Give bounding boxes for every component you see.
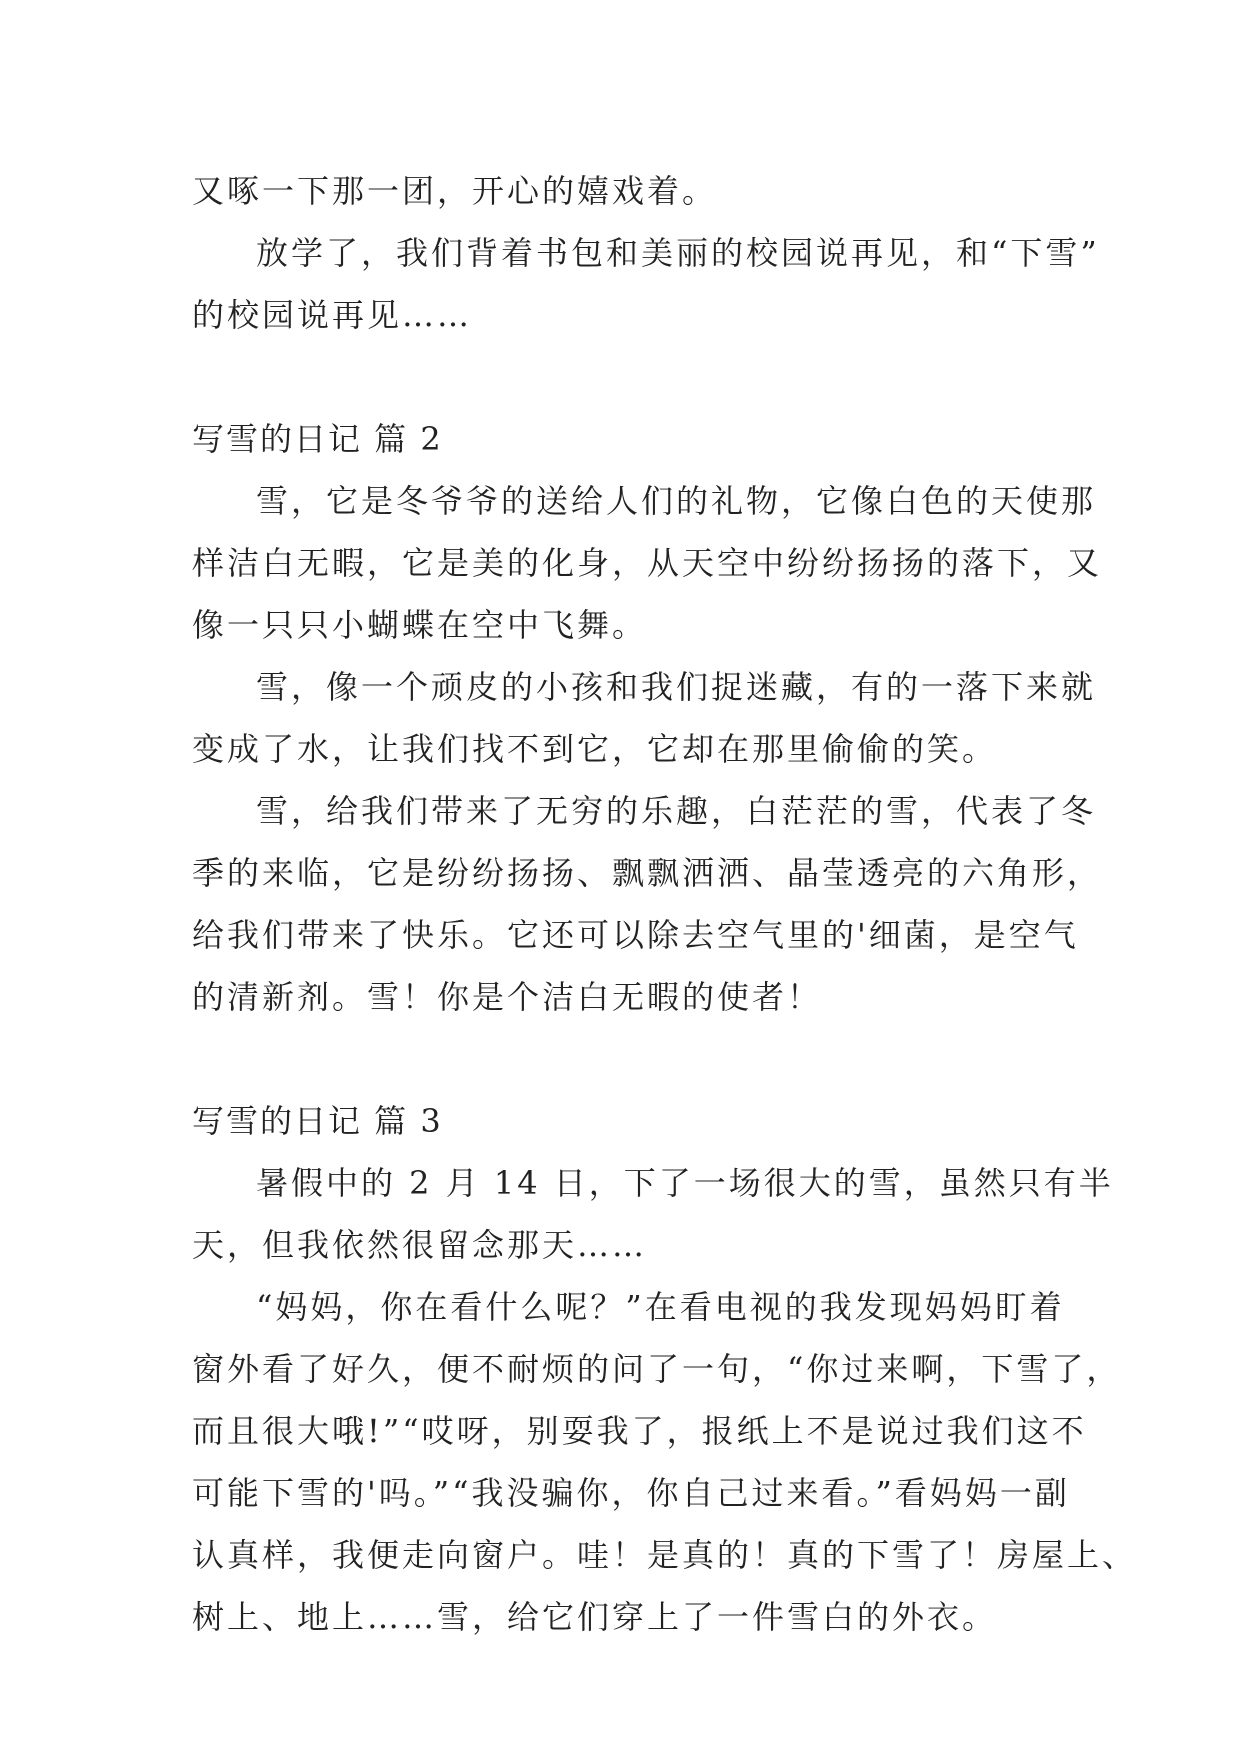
- section-2-line: 样洁白无暇，它是美的化身，从天空中纷纷扬扬的落下，又: [192, 544, 1103, 582]
- section-2-line: 雪，像一个顽皮的小孩和我们捉迷藏，有的一落下来就: [256, 668, 1097, 706]
- intro-paragraph-line: 放学了，我们背着书包和美丽的校园说再见，和“下雪”: [256, 234, 1100, 272]
- section-3-line: “妈妈，你在看什么呢？”在看电视的我发现妈妈盯着: [256, 1288, 1065, 1326]
- section-3-title: 写雪的日记 篇 3: [192, 1102, 443, 1140]
- section-2-line: 的清新剂。雪！你是个洁白无暇的使者！: [192, 978, 823, 1016]
- section-3-line: 窗外看了好久，便不耐烦的问了一句，“你过来啊，下雪了，: [192, 1350, 1122, 1388]
- section-3-line: 天，但我依然很留念那天……: [192, 1226, 648, 1264]
- section-3-line: 认真样，我便走向窗户。哇！是真的！真的下雪了！房屋上、: [192, 1536, 1138, 1574]
- section-gap: [192, 346, 1052, 408]
- section-2-line: 季的来临，它是纷纷扬扬、飘飘洒洒、晶莹透亮的六角形，: [192, 854, 1103, 892]
- section-2-line: 像一只只小蝴蝶在空中飞舞。: [192, 606, 648, 644]
- intro-paragraph-line: 的校园说再见……: [192, 296, 473, 334]
- section-2-line: 给我们带来了快乐。它还可以除去空气里的'细菌，是空气: [192, 916, 1079, 954]
- section-2-line: 变成了水，让我们找不到它，它却在那里偷偷的笑。: [192, 730, 998, 768]
- section-2-line: 雪，给我们带来了无穷的乐趣，白茫茫的雪，代表了冬: [256, 792, 1097, 830]
- section-3-line: 树上、地上……雪，给它们穿上了一件雪白的外衣。: [192, 1598, 998, 1636]
- section-3-line: 而且很大哦!”“哎呀，别耍我了，报纸上不是说过我们这不: [192, 1412, 1087, 1450]
- section-3-line: 可能下雪的'吗。”“我没骗你，你自己过来看。”看妈妈一副: [192, 1474, 1070, 1512]
- section-2-line: 雪，它是冬爷爷的送给人们的礼物，它像白色的天使那: [256, 482, 1097, 520]
- article-body: [192, 160, 1138, 1648]
- section-gap: [192, 1028, 1052, 1090]
- section-3-line: 暑假中的 2 月 14 日，下了一场很大的雪，虽然只有半: [256, 1164, 1114, 1202]
- section-2-title: 写雪的日记 篇 2: [192, 420, 443, 458]
- intro-line: 又啄一下那一团，开心的嬉戏着。: [192, 172, 718, 210]
